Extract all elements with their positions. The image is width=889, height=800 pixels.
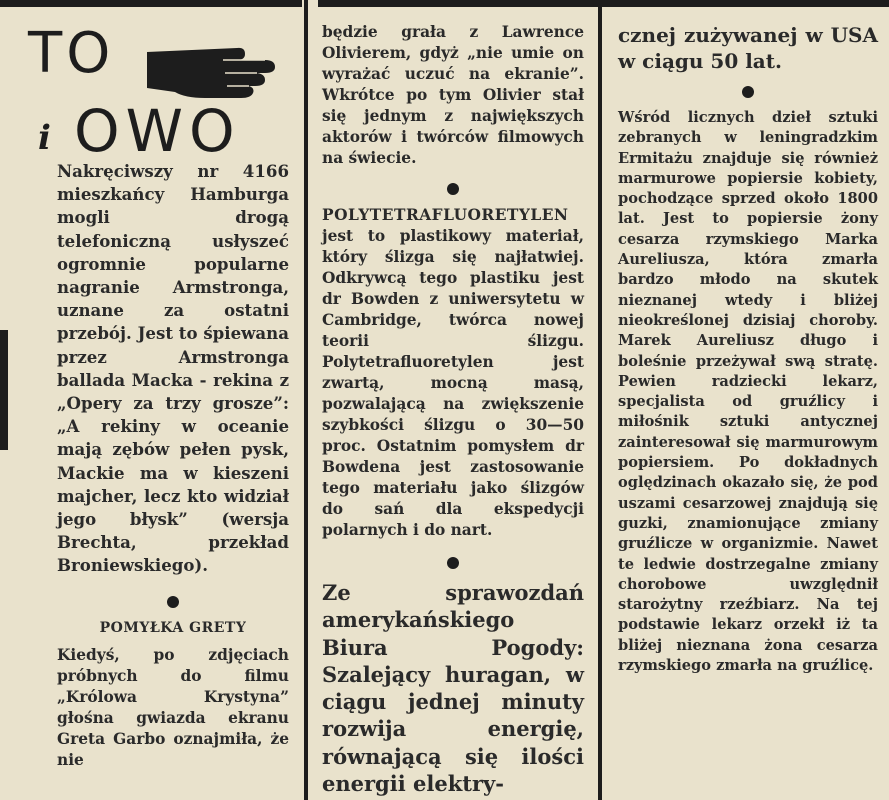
top-rule-right — [318, 0, 889, 7]
article-olivier-continued: będzie grała z Lawrence Olivierem, gdyż „nie umie on wyrażać uczuć na ekranie”. Wkrótce po tym Olivier stał się jednym z największych aktorów i twórców filmowych na świecie. — [322, 23, 584, 167]
heading-pomylka-grety: POMYŁKA GRETY — [99, 619, 247, 636]
masthead-title-i: i — [38, 118, 51, 158]
column-2 — [322, 22, 584, 797]
article-greta-garbo-start: Kiedyś, po zdjęciach próbnych do filmu „Królowa Krystyna” głośna gwiazda ekranu Greta Garbo oznajmiła, że nie — [57, 645, 289, 769]
left-edge-mark — [0, 330, 8, 450]
article-hamburg-armstrong: Nakręciwszy nr 4166 mieszkańcy Hamburga mogli drogą telefoniczną usłyszeć ogromnie popularne nagranie Armstronga, uznane za ostatni przebój. Jest to śpiewana przez Armstronga ballada Macka - rekina z „Opery za trzy grosze”: „A rekiny w oceanie mają zębów pełen pysk, Mackie ma w kieszeni majcher, lecz kto widział jego błysk” (wersja Brechta, przekład Broniewskiego). — [57, 161, 289, 576]
article-hurricane-continued: cznej zużywanej w USA w ciągu 50 lat. — [618, 23, 878, 73]
article-polytetrafluoretylen-body: jest to plastikowy materiał, który ślizga się najłatwiej. Odkrywcą tego plastiku jest dr Bowden z uniwersytetu w Cambridge, twórca nowej teorii ślizgu. Polytetrafluoretylen jest zwartą, mocną masą, pozwalającą na zwiększenie szybkości ślizgu o 30—50 proc. Ostatnim pomysłem dr Bowdena jest zastosowanie tego materiału jako ślizgów do sań dla ekspedycji polarnych i do nart. — [322, 227, 584, 539]
pointing-hand-icon — [145, 38, 285, 100]
masthead-title-to: TO — [28, 21, 115, 86]
column-rule-1 — [304, 0, 308, 800]
top-rule-left — [0, 0, 302, 7]
article-hurricane-energy: Ze sprawozdań amerykańskiego Biura Pogody: Szalejący huragan, w ciągu jednej minuty rozwija energię, równającą się ilości energii elektry- — [322, 580, 584, 797]
article-ermitaz-bust: Wśród licznych dzieł sztuki zebranych w leningradzkim Ermitażu znajduje się również marmurowe popiersie kobiety, pochodzące sprzed około 1800 lat. Jest to popiersie żony cesarza rzymskiego Marka Aureliusza, która zmarła bardzo młodo na skutek nieznanej wtedy i bliżej nieokreślonej dzisiaj choroby. Marek Aureliusz długo i boleśnie przeżywał swą stratę. Pewien radziecki lekarz, specjalista od gruźlicy i miłośnik sztuki antycznej zainteresował się marmurowym popiersiem. Po dokładnych oględzinach okazało się, że pod uszami cesarzowej znajdują się guzki, znamionujące zmiany gruźlicze w organizmie. Nawet te ledwie dostrzegalne zmiany chorobowe uwzględnił starożytny rzeźbiarz. Na tej podstawie lekarz orzekł iż ta bliżej nieznana żona cesarza rzymskiego zmarła na gruźlicę. — [618, 109, 878, 675]
masthead-title-owo: OWO — [74, 97, 241, 165]
column-1 — [57, 160, 289, 771]
separator-bullet — [447, 183, 459, 195]
separator-bullet — [447, 557, 459, 569]
article-polytetrafluoretylen — [322, 205, 584, 541]
heading-polytetrafluoretylen: POLYTETRAFLUORETYLEN — [322, 206, 569, 224]
column-rule-2 — [598, 0, 602, 800]
separator-bullet — [167, 596, 179, 608]
masthead — [0, 8, 300, 168]
column-3 — [618, 22, 878, 676]
separator-bullet — [742, 86, 754, 98]
